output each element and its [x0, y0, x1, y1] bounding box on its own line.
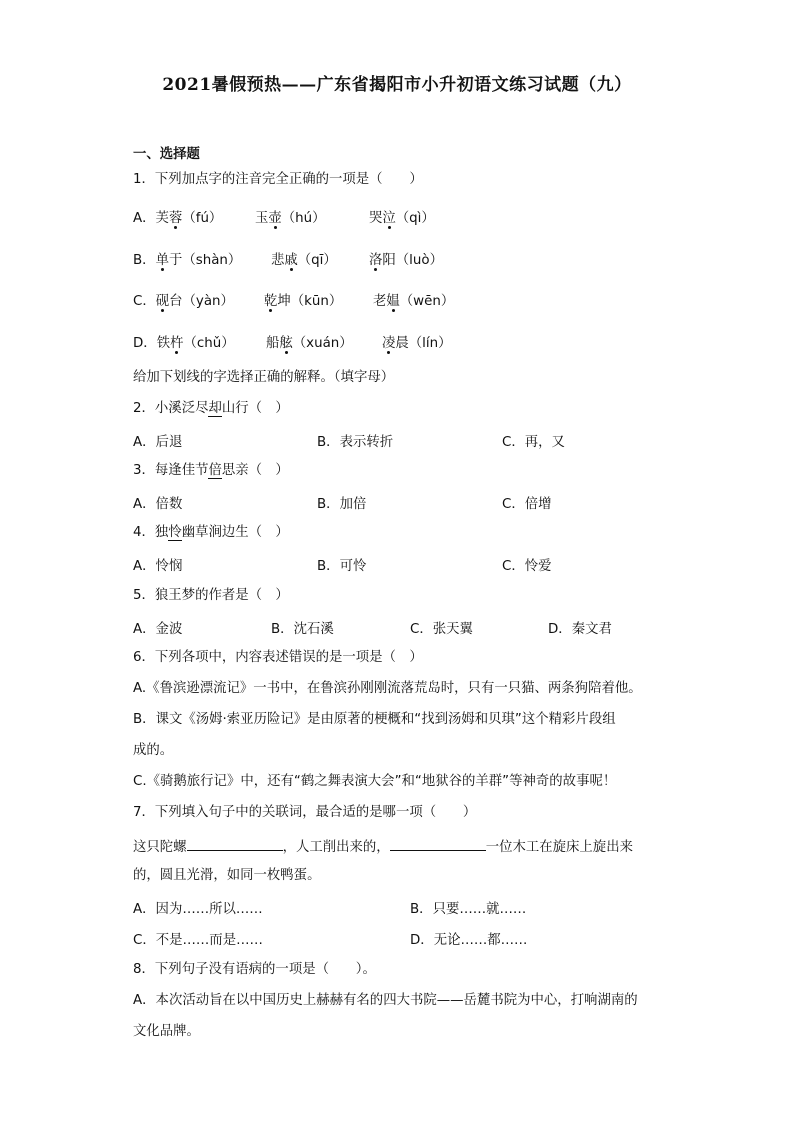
q6-option-c: C.《骑鹅旅行记》中，还有“鹤之舞表演大会”和“地狱谷的羊群”等神奇的故事呢！: [133, 774, 617, 789]
page-title: 2021暑假预热——广东省揭阳市小升初语文练习试题（九）: [162, 75, 632, 95]
q7-option-a: A．因为……所以……: [133, 902, 263, 917]
q1-option-b-2: 悲戚（qī）: [271, 249, 337, 268]
question-2-stem: 2．小溪泛尽却山行（ ）: [133, 401, 289, 416]
q4-option-c: C．怜爱: [502, 559, 552, 574]
question-3-stem: 3．每逢佳节倍思亲（ ）: [133, 463, 289, 478]
q1-option-d-1: D．铁杵（chǔ）: [133, 332, 235, 351]
q5-option-a: A．金波: [133, 622, 183, 637]
fill-blank-1: [187, 836, 283, 851]
q1-option-c-2: 乾坤（kūn）: [264, 290, 342, 309]
q6-option-b-line2: 成的。: [133, 743, 174, 758]
question-1-stem: 1．下列加点字的注音完全正确的一项是（ ）: [133, 172, 423, 187]
q2-option-c: C．再，又: [502, 435, 565, 450]
section-heading: 一、选择题: [133, 147, 200, 162]
q7-option-d: D．无论……都……: [410, 933, 528, 948]
question-6-stem: 6．下列各项中，内容表述错误的是一项是（ ）: [133, 650, 423, 665]
q7-option-c: C．不是……而是……: [133, 933, 263, 948]
q1-option-d-2: 船舷（xuán）: [266, 332, 353, 351]
question-7-stem: 7．下列填入句子中的关联词，最合适的是哪一项（ ）: [133, 805, 477, 820]
q5-option-c: C．张天翼: [410, 622, 473, 637]
q1-option-b-3: 洛阳（luò）: [369, 249, 443, 268]
q8-option-a-line1: A．本次活动旨在以中国历史上赫赫有名的四大书院——岳麓书院为中心，打响湖南的: [133, 993, 638, 1008]
q6-option-a: A.《鲁滨逊漂流记》一书中，在鲁滨孙刚刚流落荒岛时，只有一只猫、两条狗陪着他。: [133, 681, 642, 696]
q1-option-c-3: 老媪（wēn）: [373, 290, 454, 309]
q7-option-b: B．只要……就……: [410, 902, 527, 917]
question-5-stem: 5．狼王梦的作者是（ ）: [133, 588, 289, 603]
q4-option-b: B．可怜: [317, 559, 367, 574]
question-8-stem: 8．下列句子没有语病的一项是（ ）。: [133, 962, 376, 977]
q1-option-a-3: 哭泣（qì）: [369, 207, 435, 226]
q8-option-a-line2: 文化品牌。: [133, 1024, 200, 1039]
q2-option-b: B．表示转折: [317, 435, 394, 450]
q1-option-a-1: A．芙蓉（fú）: [133, 207, 222, 226]
q6-option-b-line1: B．课文《汤姆·索亚历险记》是由原著的梗概和“找到汤姆和贝琪”这个精彩片段组: [133, 712, 616, 727]
q5-option-b: B．沈石溪: [271, 622, 334, 637]
instruction: 给加下划线的字选择正确的解释。（填字母）: [133, 370, 395, 385]
q3-option-a: A．倍数: [133, 497, 183, 512]
q7-sentence-line2: 的，圆且光滑，如同一枚鸭蛋。: [133, 868, 321, 883]
q5-option-d: D．秦文君: [548, 622, 612, 637]
q2-option-a: A．后退: [133, 435, 183, 450]
q1-option-c-1: C．砚台（yàn）: [133, 290, 234, 309]
q3-option-c: C．倍增: [502, 497, 552, 512]
question-4-stem: 4．独怜幽草涧边生（ ）: [133, 525, 289, 540]
q3-option-b: B．加倍: [317, 497, 367, 512]
q1-option-d-3: 凌晨（lín）: [382, 332, 452, 351]
q1-option-a-2: 玉壶（hú）: [255, 207, 326, 226]
q4-option-a: A．怜悯: [133, 559, 183, 574]
fill-blank-2: [390, 836, 486, 851]
q7-sentence-line1: 这只陀螺 ，人工削出来的， 一位木工在旋床上旋出来: [133, 836, 633, 857]
q1-option-b-1: B．单于（shàn）: [133, 249, 241, 268]
